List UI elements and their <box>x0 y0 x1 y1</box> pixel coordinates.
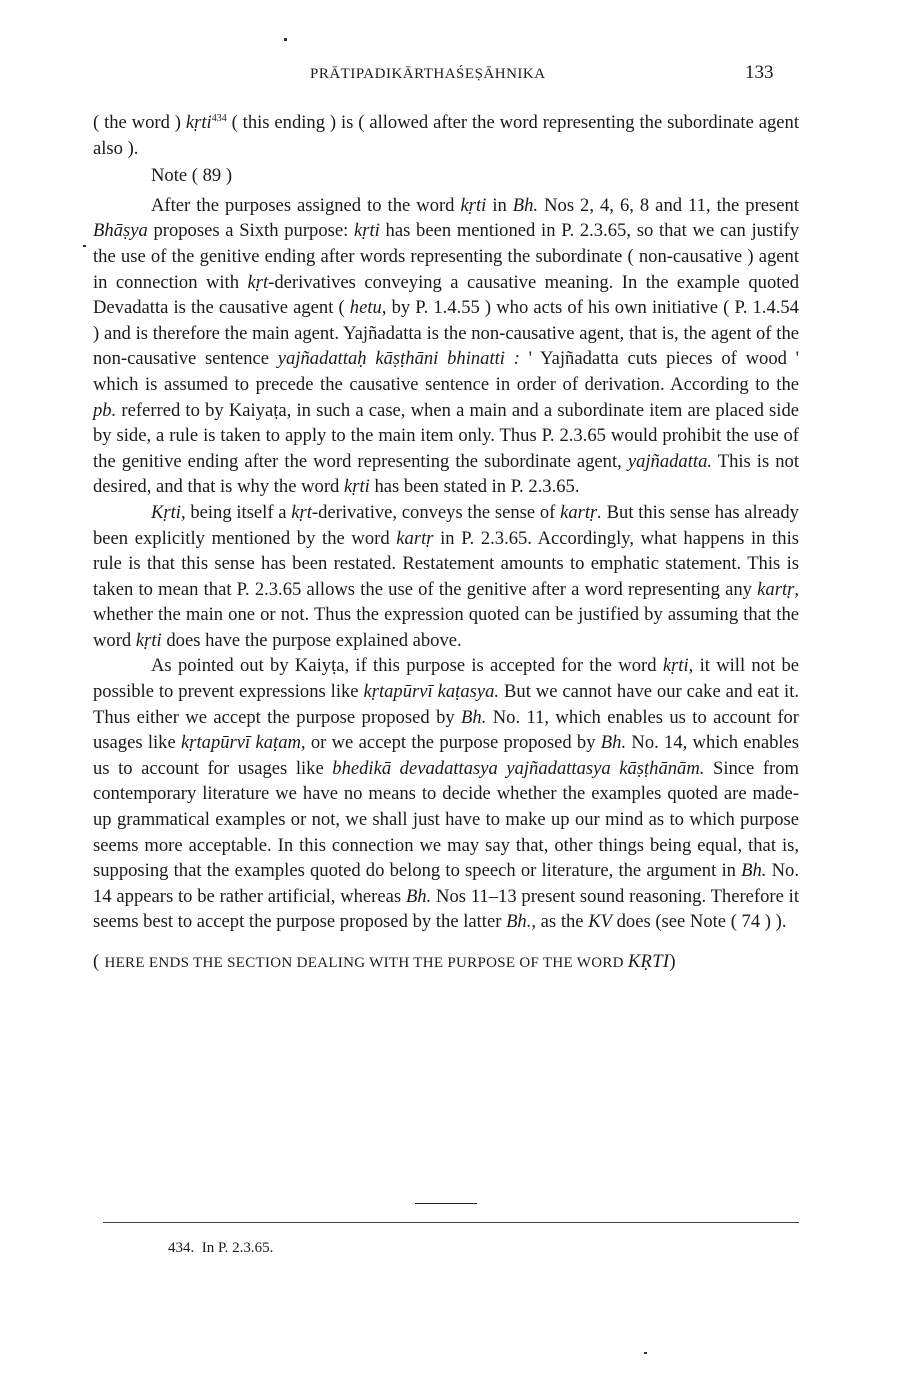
paragraph-krti: Kṛti, being itself a kṛt-derivative, conveys the sense of kartṛ. But this sense has already been explicitly mentioned by the word kartṛ in P. 2.3.65. Accordingly, what happens in this rule is that this sense has been restated. Restatement amounts to emphatic statement. This is taken to mean that P. 2.3.65 allows the use of the genitive after a word representing any kartṛ, whether the main one or not. Thus the expression quoted can be justified by assuming that the word kṛti does have the purpose explained above. <box>93 501 799 651</box>
paragraph-kaiyata: As pointed out by Kaiyṭa, if this purpose is accepted for the word kṛti, it will not be possible to prevent expressions like kṛtapūrvī kaṭasya. But we cannot have our cake and eat it. Thus either we accept the purpose proposed by Bh. No. 11, which enables us to account for usages like kṛtapūrvī kaṭam, or we accept the purpose proposed by Bh. No. 14, which enables us to account for usages like bhedikā devadattasya yajñadattasya kāṣṭhānām. Since from contemporary literature we have no means to decide whether the examples quoted are made-up grammatical examples or not, we shall just have to make up our mind as to which purpose seems more acceptable. In this connection we may say that, other things being equal, that is, supposing that the examples quoted do belong to speech or literature, the argument in Bh. No. 14 appears to be rather artificial, whereas Bh. Nos 11–13 present sound reasoning. Therefore it seems best to accept the purpose proposed by the latter Bh., as the KV does (see Note ( 74 ) ). <box>93 655 800 933</box>
section-end-note: ( HERE ENDS THE SECTION DEALING WITH THE PURPOSE OF THE WORD KṚTI) <box>93 951 676 972</box>
scan-mark <box>83 245 86 247</box>
footnote <box>168 1240 273 1257</box>
body-text <box>93 110 799 977</box>
note-heading: Note ( 89 ) <box>151 165 233 187</box>
footnote-text: In P. 2.3.65. <box>201 1240 274 1256</box>
running-title: PRĀTIPADIKĀRTHAŚEṢĀHNIKA <box>310 66 546 82</box>
scan-mark <box>284 38 287 41</box>
section-divider <box>415 1203 477 1204</box>
scan-mark <box>644 1352 647 1354</box>
footnote-divider <box>103 1222 799 1223</box>
footnote-number: 434. <box>168 1240 195 1256</box>
page-number: 133 <box>745 62 774 83</box>
paragraph-purpose: After the purposes assigned to the word kṛti in Bh. Nos 2, 4, 6, 8 and 11, the present Bhāṣya proposes a Sixth purpose: kṛti has been mentioned in P. 2.3.65, so that we can justify the use of the genitive ending after words representing the subordinate ( non-causative ) agent in connection with kṛt-derivatives conveying a causative meaning. In the example quoted Devadatta is the causative agent ( hetu, by P. 1.4.55 ) who acts of his own initiative ( P. 1.4.54 ) and is therefore the main agent. Yajñadatta is the non-causative agent, that is, the agent of the non-causative sentence yajñadattaḥ kāṣṭhāni bhinatti : ' Yajñadatta cuts pieces of wood ' which is assumed to precede the causative sentence in order of derivation. According to the pb. referred to by Kaiyaṭa, in such a case, when a main and a subordinate item are placed side by side, a rule is taken to apply to the main item only. Thus P. 2.3.65 would prohibit the use of the genitive ending after the word representing the subordinate agent, yajñadatta. This is not desired, and that is why the word kṛti has been stated in P. 2.3.65. <box>93 194 800 498</box>
footnote-reference: 434 <box>211 112 227 124</box>
continuation-paragraph: ( the word ) kṛti$^{434}$ ( this ending ) is ( allowed after the word representing the subordinate agent also ). <box>93 112 799 159</box>
